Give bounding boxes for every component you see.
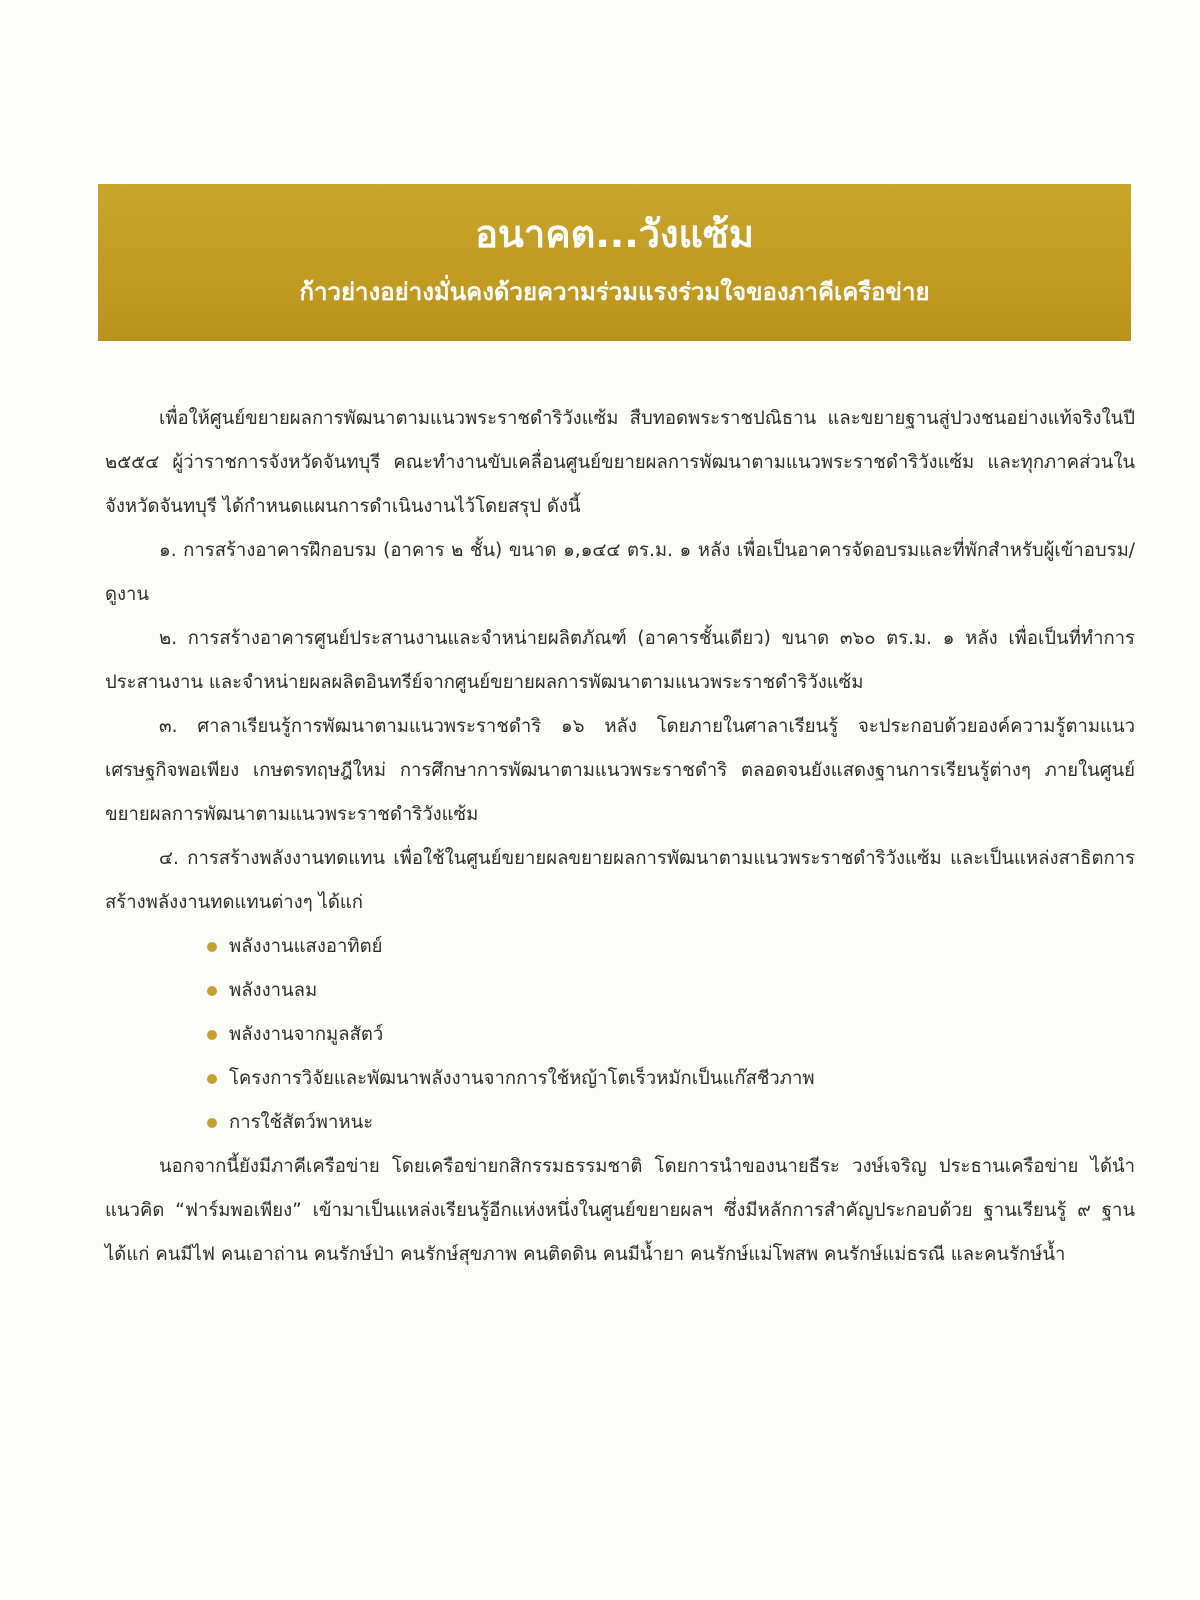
bullet-dot-icon <box>207 1118 217 1128</box>
plan-item-3: ๓. ศาลาเรียนรู้การพัฒนาตามแนวพระราชดำริ ๑๖ หลัง โดยภายในศาลาเรียนรู้ จะประกอบด้วยองค์ความรู้ตามแนวเศรษฐกิจพอเพียง เกษตรทฤษฎีใหม่ การศึกษาการพัฒนาตามแนวพระราชดำริ ตลอดจนยังแสดงฐานการเรียนรู้ต่างๆ ภายในศูนย์ขยายผลการพัฒนาตามแนวพระราชดำริวังแซ้ม <box>105 716 1135 825</box>
page-subtitle: ก้าวย่างอย่างมั่นคงด้วยความร่วมแรงร่วมใจของภาคีเครือข่าย <box>299 278 930 306</box>
bullet-dot-icon <box>207 1074 217 1084</box>
plan-item-1: ๑. การสร้างอาคารฝึกอบรม (อาคาร ๒ ชั้น) ขนาด ๑,๑๔๔ ตร.ม. ๑ หลัง เพื่อเป็นอาคารจัดอบรมและที่พักสำหรับผู้เข้าอบรม/ดูงาน <box>105 540 1135 605</box>
intro-paragraph: เพื่อให้ศูนย์ขยายผลการพัฒนาตามแนวพระราชดำริวังแซ้ม สืบทอดพระราชปณิธาน และขยายฐานสู่ปวงชนอย่างแท้จริงในปี ๒๕๕๔ ผู้ว่าราชการจังหวัดจันทบุรี คณะทำงานขับเคลื่อนศูนย์ขยายผลการพัฒนาตามแนวพระราชดำริวังแซ้ม และทุกภาคส่วนในจังหวัดจันทบุรี ได้กำหนดแผนการดำเนินงานไว้โดยสรุป ดังนี้ <box>105 408 1135 517</box>
plan-item-4: ๔. การสร้างพลังงานทดแทน เพื่อใช้ในศูนย์ขยายผลขยายผลการพัฒนาตามแนวพระราชดำริวังแซ้ม และเป็นแหล่งสาธิตการสร้างพลังงานทดแทนต่างๆ ได้แก่ <box>105 848 1135 913</box>
bullet-dot-icon <box>207 1030 217 1040</box>
header-band <box>98 184 1131 341</box>
energy-list <box>105 925 1135 1145</box>
body-text <box>105 397 1135 1277</box>
list-item-label: พลังงานแสงอาทิตย์ <box>229 936 383 957</box>
list-item-label: การใช้สัตว์พาหนะ <box>229 1112 374 1133</box>
list-item <box>207 925 1135 969</box>
list-item-label: พลังงานลม <box>229 980 318 1001</box>
list-item <box>207 1013 1135 1057</box>
list-item <box>207 1057 1135 1101</box>
list-item <box>207 969 1135 1013</box>
bullet-dot-icon <box>207 986 217 996</box>
list-item-label: พลังงานจากมูลสัตว์ <box>229 1024 384 1045</box>
page-title: อนาคต...วังแซ้ม <box>475 212 754 256</box>
bullet-dot-icon <box>207 942 217 952</box>
list-item <box>207 1101 1135 1145</box>
plan-item-2: ๒. การสร้างอาคารศูนย์ประสานงานและจำหน่ายผลิตภัณฑ์ (อาคารชั้นเดียว) ขนาด ๓๖๐ ตร.ม. ๑ หลัง เพื่อเป็นที่ทำการประสานงาน และจำหน่ายผลผลิตอินทรีย์จากศูนย์ขยายผลการพัฒนาตามแนวพระราชดำริวังแซ้ม <box>105 628 1135 693</box>
list-item-label: โครงการวิจัยและพัฒนาพลังงานจากการใช้หญ้าโตเร็วหมักเป็นแก๊สชีวภาพ <box>229 1068 815 1089</box>
closing-paragraph: นอกจากนี้ยังมีภาคีเครือข่าย โดยเครือข่ายกสิกรรมธรรมชาติ โดยการนำของนายธีระ วงษ์เจริญ ประธานเครือข่าย ได้นำแนวคิด “ฟาร์มพอเพียง” เข้ามาเป็นแหล่งเรียนรู้อีกแห่งหนึ่งในศูนย์ขยายผลฯ ซึ่งมีหลักการสำคัญประกอบด้วย ฐานเรียนรู้ ๙ ฐาน ได้แก่ คนมีไฟ คนเอาถ่าน คนรักษ์ป่า คนรักษ์สุขภาพ คนติดดิน คนมีน้ำยา คนรักษ์แม่โพสพ คนรักษ์แม่ธรณี และคนรักษ์น้ำ <box>105 1156 1135 1265</box>
